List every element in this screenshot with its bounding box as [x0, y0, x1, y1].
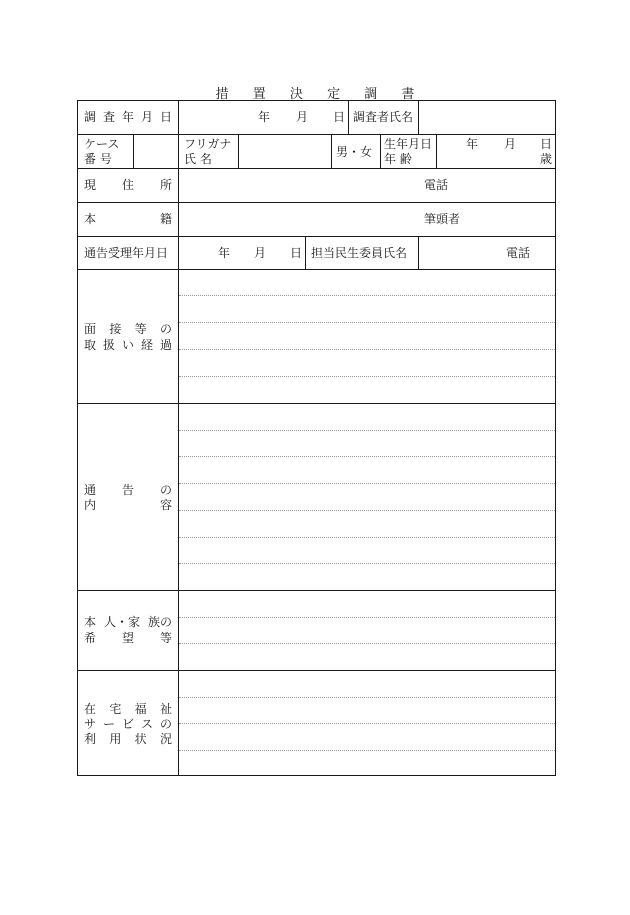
report-date-label: 通告受理年月日 — [84, 246, 169, 260]
notice-content-label: 通 告 の — [84, 483, 172, 497]
row-divider — [78, 269, 555, 270]
writing-line — [179, 349, 555, 350]
label-column-divider — [178, 101, 179, 776]
writing-line — [179, 322, 555, 323]
name-label: 氏 名 — [184, 152, 212, 166]
writing-line — [179, 537, 555, 538]
column-divider — [418, 236, 419, 269]
column-divider — [348, 101, 349, 134]
report-date-year: 年 — [218, 246, 231, 260]
case-number-label: 番 号 — [84, 152, 112, 166]
writing-line — [179, 456, 555, 457]
column-divider — [238, 134, 239, 168]
interview-progress-label: 面 接 等 の — [84, 322, 172, 336]
column-divider — [331, 134, 332, 168]
age-label: 年 齢 — [384, 152, 412, 166]
notice-content-label: 内 容 — [84, 498, 172, 512]
survey-date-day: 日 — [333, 110, 346, 124]
commissioner-phone-label: 電話 — [506, 246, 531, 260]
family-wish-label: 本 人・家 族の — [84, 615, 172, 629]
writing-line — [179, 295, 555, 296]
writing-line — [179, 697, 555, 698]
case-label: ケース — [84, 137, 120, 151]
writing-line — [179, 617, 555, 618]
column-divider — [133, 134, 134, 168]
report-date-day: 日 — [290, 246, 303, 260]
writing-line — [179, 376, 555, 377]
surveyor-name-label: 調査者氏名 — [353, 110, 414, 124]
birth-date-label: 生年月日 — [384, 137, 433, 151]
welfare-service-label: サ ー ビ ス の — [84, 717, 172, 731]
address-label: 現 住 所 — [84, 178, 172, 192]
birth-month: 月 — [504, 137, 517, 151]
title-char: 定 — [327, 87, 341, 102]
title-char: 置 — [252, 87, 266, 102]
row-divider — [78, 590, 555, 591]
survey-date-year: 年 — [258, 110, 271, 124]
title-char: 書 — [401, 87, 415, 102]
survey-date-label: 調 査 年 月 日 — [84, 110, 172, 124]
row-divider — [78, 236, 555, 237]
domicile-label: 本 籍 — [84, 212, 172, 226]
writing-line — [179, 510, 555, 511]
welfare-service-label: 利 用 状 況 — [84, 732, 172, 746]
age-unit: 歳 — [540, 152, 553, 166]
decision-form-table — [77, 100, 556, 776]
interview-progress-label: 取 扱 い 経 過 — [84, 338, 172, 352]
row-divider — [78, 202, 555, 203]
writing-line — [179, 483, 555, 484]
title-char: 措 — [215, 87, 229, 102]
commissioner-name-label: 担当民生委員氏名 — [311, 246, 408, 260]
writing-line — [179, 723, 555, 724]
title-char: 決 — [289, 87, 303, 102]
row-divider — [78, 134, 555, 135]
writing-line — [179, 430, 555, 431]
birth-day: 日 — [540, 137, 553, 151]
address-phone-label: 電話 — [424, 178, 449, 192]
survey-date-month: 月 — [296, 110, 309, 124]
writing-line — [179, 643, 555, 644]
furigana-label: フリガナ — [184, 137, 232, 151]
column-divider — [305, 236, 306, 269]
gender-select[interactable]: 男・女 — [336, 145, 373, 159]
surveyor-name-field[interactable] — [419, 102, 555, 133]
welfare-service-label: 在 宅 福 祉 — [84, 702, 172, 716]
birth-year: 年 — [466, 137, 479, 151]
column-divider — [380, 134, 381, 168]
row-divider — [78, 670, 555, 671]
writing-line — [179, 563, 555, 564]
row-divider — [78, 403, 555, 404]
family-head-label: 筆頭者 — [424, 212, 461, 226]
family-wish-label: 希 望 等 — [84, 631, 172, 645]
column-divider — [436, 134, 437, 168]
writing-line — [179, 750, 555, 751]
title-char: 調 — [364, 87, 378, 102]
report-date-month: 月 — [254, 246, 267, 260]
row-divider — [78, 168, 555, 169]
